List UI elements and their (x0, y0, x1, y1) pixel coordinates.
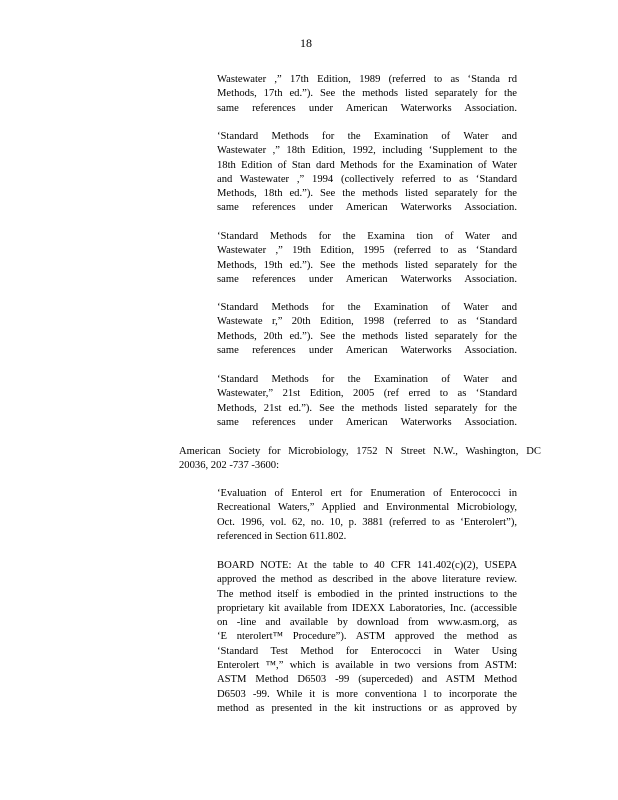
text-line: D6503 -99. While it is more conventiona l to incorporate the (217, 688, 517, 700)
text-line: Wastewate r,” 20th Edition, 1998 (referred to as ‘Standard (217, 316, 517, 328)
board-note (217, 559, 517, 716)
text-line: Enterolert ™,” which is available in two versions from ASTM: (217, 660, 517, 672)
text-line: Wastewater ,” 17th Edition, 1989 (referred to as ‘Standa rd (217, 74, 517, 85)
text-line: American Society for Microbiology, 1752 N Street N.W., Washington, DC (179, 446, 541, 457)
text-line: Wastewater ,” 19th Edition, 1995 (referred to as ‘Standard (217, 245, 517, 257)
text-line: and Wastewater ,” 1994 (collectively referred to as ‘Standard (217, 173, 517, 185)
text-line: ‘Evaluation of Enterol ert for Enumeration of Enterococci in (217, 488, 517, 499)
text-line: proprietary kit available from IDEXX Laboratories, Inc. (accessible (217, 602, 517, 614)
reference-entry-21st-edition (217, 373, 517, 430)
text-line: same references under American Waterworks Association. (217, 416, 517, 428)
text-line: Oct. 1996, vol. 62, no. 10, p. 3881 (referred to as ‘Enterolert”), (217, 516, 517, 528)
text-line: Methods, 19th ed.”). See the methods listed separately for the (217, 259, 517, 271)
text-line: same references under American Waterworks Association. (217, 202, 517, 214)
text-line: same references under American Waterworks Association. (217, 344, 517, 356)
text-line: Recreational Waters,” Applied and Environmental Microbiology, (217, 502, 517, 514)
text-line: approved the method as described in the above literature review. (217, 574, 517, 586)
text-line: Methods, 17th ed.”). See the methods listed separately for the (217, 88, 517, 100)
text-line: method as presented in the kit instructions or as approved by (217, 702, 517, 714)
text-line: ‘Standard Methods for the Examination of Water and (217, 374, 517, 385)
text-line: Wastewater ,” 18th Edition, 1992, including ‘Supplement to the (217, 145, 517, 157)
text-line: Methods, 18th ed.”). See the methods listed separately for the (217, 188, 517, 200)
reference-entry-20th-edition (217, 301, 517, 358)
reference-entry-enterolert-evaluation (217, 487, 517, 544)
reference-entry-18th-edition (217, 130, 517, 216)
text-line: BOARD NOTE: At the table to 40 CFR 141.402(c)(2), USEPA (217, 560, 517, 571)
text-line: on -line and available by download from www.asm.org, as (217, 617, 517, 629)
text-line: ‘Standard Methods for the Examination of Water and (217, 131, 517, 142)
text-line: ASTM Method D6503 -99 (superceded) and ASTM Method (217, 674, 517, 686)
text-line: Methods, 20th ed.”). See the methods listed separately for the (217, 330, 517, 342)
reference-entry-19th-edition (217, 230, 517, 287)
page-number: 18 (300, 36, 312, 50)
text-line: The method itself is embodied in the printed instructions to the (217, 588, 517, 600)
text-line: referenced in Section 611.802. (217, 530, 347, 542)
reference-entry-17th-edition (217, 73, 517, 116)
text-line: ‘Standard Methods for the Examination of Water and (217, 302, 517, 313)
text-line: Methods, 21st ed.”). See the methods listed separately for the (217, 402, 517, 414)
organization-heading (179, 445, 541, 474)
text-line: same references under American Waterworks Association. (217, 273, 517, 285)
text-line: ‘Standard Methods for the Examina tion of Water and (217, 231, 517, 242)
text-line: ‘Standard Test Method for Enterococci in Water Using (217, 645, 517, 657)
text-line: 18th Edition of Stan dard Methods for the Examination of Water (217, 159, 517, 171)
text-line: Wastewater,” 21st Edition, 2005 (ref erred to as ‘Standard (217, 388, 517, 400)
text-line: ‘E nterolert™ Procedure”). ASTM approved the method as (217, 631, 517, 643)
text-line: same references under American Waterworks Association. (217, 102, 517, 114)
text-line: 20036, 202 -737 -3600: (179, 460, 280, 472)
